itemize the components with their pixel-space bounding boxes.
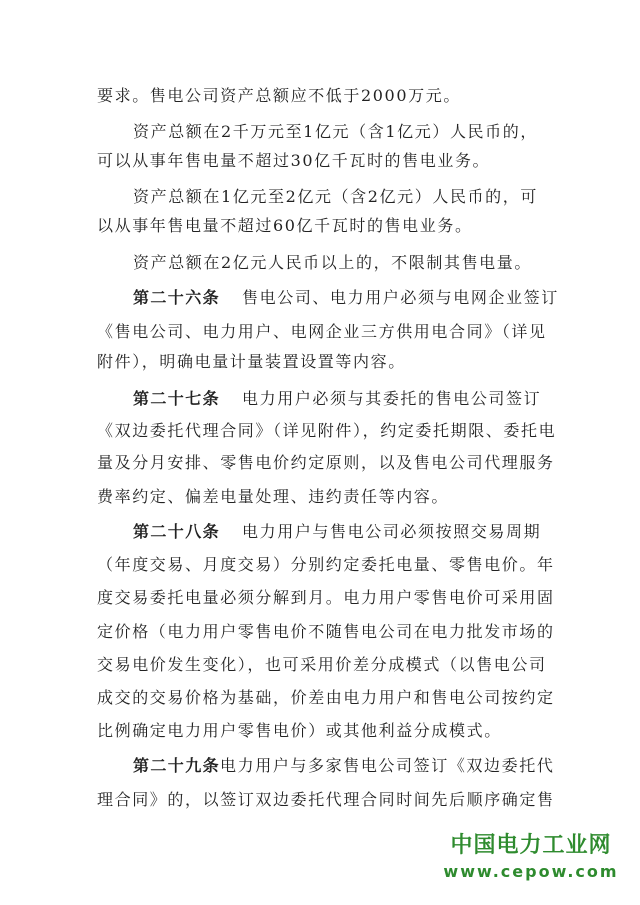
line-text: 要求。售电公司资产总额应不低于2000万元。 <box>97 86 461 105</box>
line-text: 量及分月安排、零售电价约定原则，以及售电公司代理服务 <box>97 453 555 472</box>
line-text: 售电公司、电力用户必须与电网企业签订 <box>242 288 559 307</box>
line-text: 费率约定、偏差电量处理、违约责任等内容。 <box>97 487 450 506</box>
article-heading: 第二十七条 <box>133 389 221 408</box>
line-text: 资产总额在1亿元至2亿元（含2亿元）人民币的，可 <box>133 187 538 206</box>
line-text: 《双边委托代理合同》（详见附件），约定委托期限、委托电 <box>97 421 557 440</box>
site-watermark <box>436 832 626 884</box>
line-text: 交易电价发生变化），也可采用价差分成模式（以售电公司 <box>97 655 547 674</box>
text-line <box>0 711 640 751</box>
line-text: 资产总额在2亿元人民币以上的，不限制其售电量。 <box>133 253 532 272</box>
line-text: 定价格（电力用户零售电价不随售电公司在电力批发市场的 <box>97 622 555 641</box>
text-line <box>0 477 640 517</box>
watermark-title: 中国电力工业网 <box>450 833 612 858</box>
line-text: （年度交易、月度交易）分别约定委托电量、零售电价。年 <box>97 555 555 574</box>
line-text: 资产总额在2千万元至1亿元（含1亿元）人民币的， <box>133 122 538 141</box>
article-heading: 第二十八条 <box>133 522 221 541</box>
text-line <box>0 780 640 820</box>
watermark-url: www.cepow.com <box>443 862 619 881</box>
text-line <box>0 206 640 246</box>
text-line <box>0 342 640 382</box>
line-text: 成交的交易价格为基础，价差由电力用户和售电公司按约定 <box>97 688 555 707</box>
article-heading: 第二十九条 <box>133 756 221 775</box>
article-heading: 第二十六条 <box>133 288 221 307</box>
text-line <box>0 76 640 116</box>
line-text: 电力用户必须与其委托的售电公司签订 <box>242 389 542 408</box>
line-text: 附件），明确电量计量装置设置等内容。 <box>97 352 406 371</box>
line-text: 理合同》的，以签订双边委托代理合同时间先后顺序确定售 <box>97 790 555 809</box>
text-line <box>0 141 640 181</box>
line-text: 以从事年售电量不超过60亿千瓦时的售电业务。 <box>97 216 473 235</box>
line-text: 度交易委托电量必须分解到月。电力用户零售电价可采用固 <box>97 588 555 607</box>
line-text: 可以从事年售电量不超过30亿千瓦时的售电业务。 <box>97 151 491 170</box>
text-line <box>0 243 640 283</box>
line-text: 电力用户与售电公司必须按照交易周期 <box>242 522 542 541</box>
line-text: 比例确定电力用户零售电价）或其他利益分成模式。 <box>97 721 502 740</box>
line-text: 电力用户与多家售电公司签订《双边委托代 <box>220 756 555 775</box>
line-text: 《售电公司、电力用户、电网企业三方供用电合同》（详见 <box>97 322 547 341</box>
